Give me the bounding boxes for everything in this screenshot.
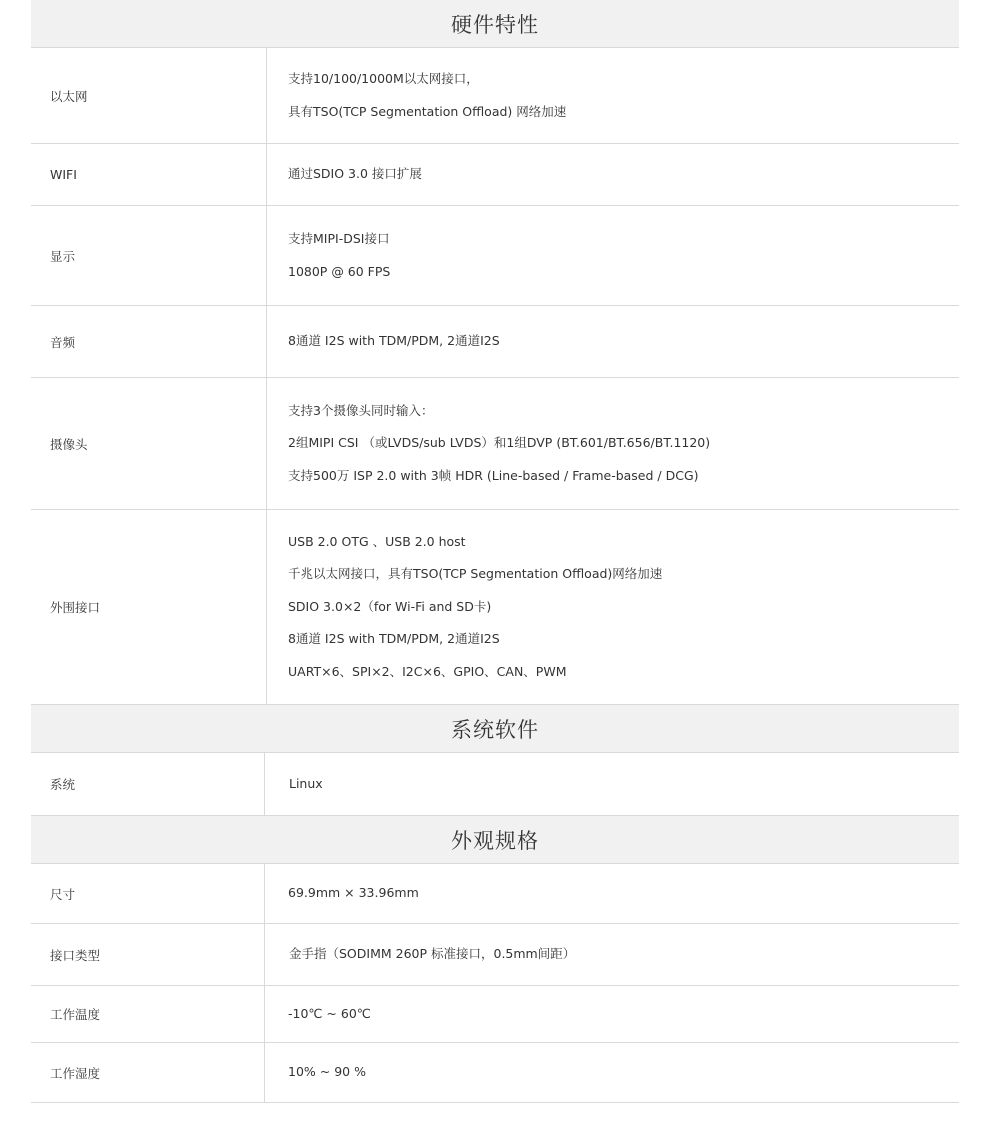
- spec-label: 工作温度: [31, 986, 265, 1042]
- spec-value: [267, 48, 959, 143]
- spec-value-line: 支持3个摄像头同时输入：: [288, 402, 434, 418]
- spec-label: 工作湿度: [31, 1043, 265, 1102]
- spec-row-peripherals: [31, 510, 959, 705]
- spec-row-camera: [31, 378, 959, 510]
- spec-value-line: SDIO 3.0×2（for Wi-Fi and SD卡): [288, 598, 492, 614]
- spec-value-line: 支持10/100/1000M以太网接口，: [288, 70, 479, 86]
- section-header-hardware: [31, 0, 959, 48]
- spec-value: [265, 986, 959, 1042]
- spec-value: [267, 378, 959, 509]
- spec-row-ethernet: [31, 48, 959, 144]
- spec-value-line: 10% ~ 90 %: [288, 1064, 366, 1080]
- spec-label: 系统: [31, 753, 265, 815]
- spec-value-line: 通过SDIO 3.0 接口扩展: [288, 166, 422, 182]
- spec-value: [265, 1043, 959, 1102]
- section-title: 系统软件: [451, 717, 539, 742]
- spec-label: 外围接口: [31, 510, 267, 704]
- spec-row-audio: [31, 306, 959, 378]
- spec-label: 以太网: [31, 48, 267, 143]
- spec-value-line: 支持MIPI-DSI接口: [288, 230, 390, 246]
- spec-row-display: [31, 206, 959, 306]
- spec-row-interface-type: [31, 924, 959, 986]
- spec-value-line: 千兆以太网接口，具有TSO(TCP Segmentation Offload)网络加速: [288, 566, 663, 582]
- section-header-appearance: [31, 816, 959, 864]
- spec-value: [267, 510, 959, 704]
- spec-value-line: 2组MIPI CSI （或LVDS/sub LVDS）和1组DVP (BT.601/BT.656/BT.1120): [288, 435, 711, 451]
- spec-value-line: 1080P @ 60 FPS: [288, 263, 391, 279]
- spec-value-line: UART×6、SPI×2、I2C×6、GPIO、CAN、PWM: [288, 663, 567, 679]
- spec-row-size: [31, 864, 959, 924]
- spec-value-line: 具有TSO(TCP Segmentation Offload) 网络加速: [288, 103, 567, 119]
- spec-value-line: Linux: [289, 775, 323, 791]
- spec-row-operating-humidity: [31, 1043, 959, 1103]
- spec-label: 摄像头: [31, 378, 267, 509]
- spec-row-wifi: [31, 144, 959, 206]
- spec-value-line: USB 2.0 OTG 、USB 2.0 host: [288, 533, 466, 549]
- spec-sheet: [31, 0, 959, 1103]
- spec-value-line: 8通道 I2S with TDM/PDM, 2通道I2S: [288, 333, 500, 349]
- spec-value: [267, 144, 959, 205]
- spec-row-operating-temperature: [31, 986, 959, 1043]
- spec-value: [267, 206, 959, 305]
- spec-value: [265, 924, 959, 985]
- spec-value: [265, 864, 959, 923]
- spec-label: 音频: [31, 306, 267, 377]
- spec-value-line: 69.9mm × 33.96mm: [288, 885, 419, 901]
- spec-value: [267, 306, 959, 377]
- spec-value-line: 金手指（SODIMM 260P 标准接口，0.5mm间距）: [289, 946, 576, 962]
- spec-label: 尺寸: [31, 864, 265, 923]
- spec-label: WIFI: [31, 144, 267, 205]
- section-title: 外观规格: [451, 828, 539, 853]
- spec-label: 显示: [31, 206, 267, 305]
- spec-label: 接口类型: [31, 924, 265, 985]
- spec-value-line: 8通道 I2S with TDM/PDM, 2通道I2S: [288, 631, 500, 647]
- section-header-software: [31, 705, 959, 753]
- spec-value: [265, 753, 959, 815]
- section-title: 硬件特性: [451, 12, 539, 37]
- spec-value-line: -10℃ ~ 60℃: [288, 1005, 371, 1021]
- spec-row-os: [31, 753, 959, 816]
- spec-value-line: 支持500万 ISP 2.0 with 3帧 HDR (Line-based / Frame-based / DCG): [288, 467, 699, 483]
